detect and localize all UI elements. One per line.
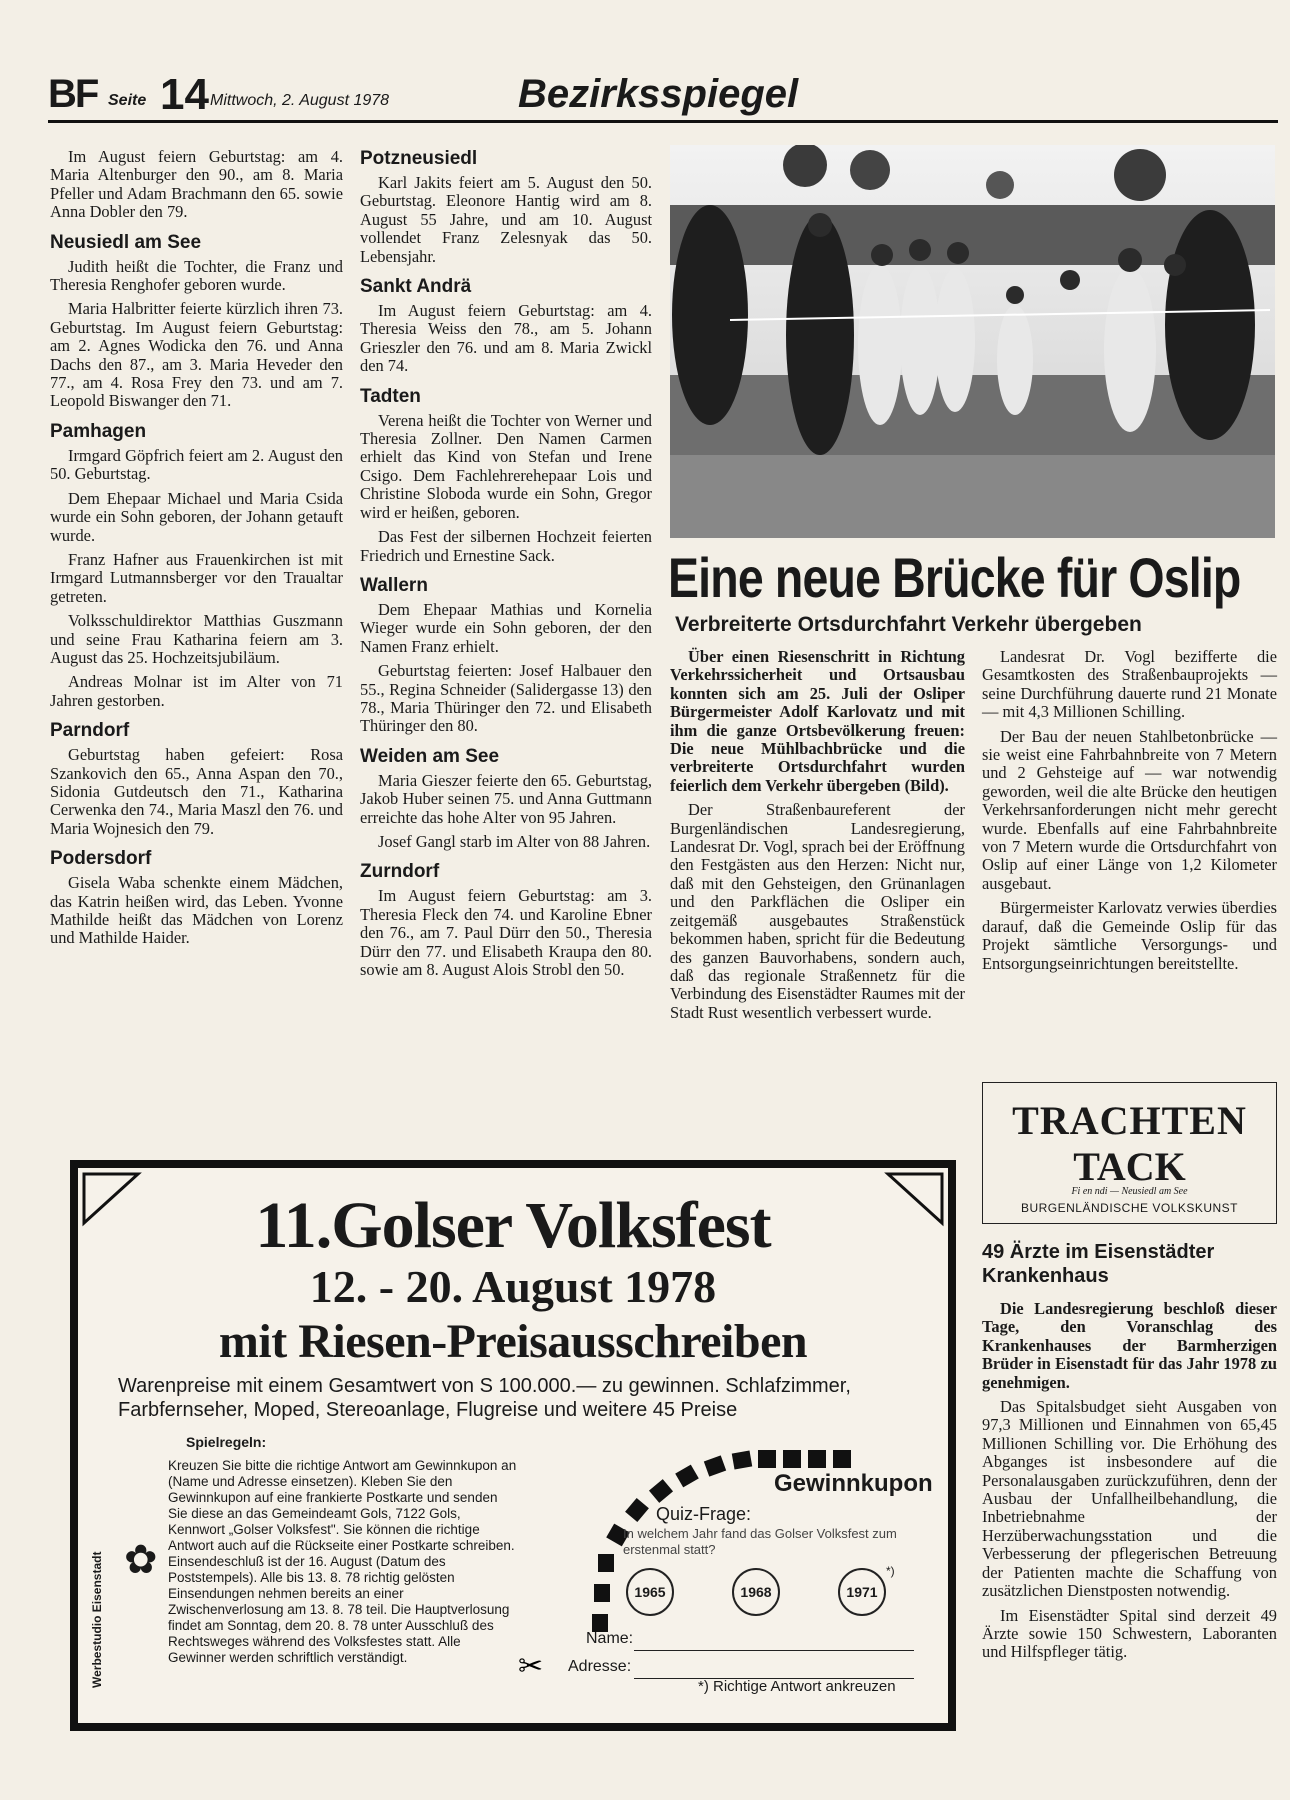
aerzte-lead: Die Landesregierung beschloß dieser Tage, den Voranschlag des Krankenhauses der Barmherzigen Brüder in Eisenstadt für das Jahr 1978 zu genehmigen. (982, 1299, 1277, 1392)
paragraph: Karl Jakits feiert am 5. August den 50. Geburtstag. Eleonore Hantig wird am 8. August 55 Jahre, und am 10. August vollendet Franz Zelesnyak das 50. Lebensjahr. (360, 173, 652, 266)
svg-text:✂: ✂ (518, 1649, 544, 1684)
paragraph: Maria Halbritter feierte kürzlich ihren 73. Geburtstag. Im August feiern Geburtstag: am 2. Agnes Wodicka den 76. und Anna Dachs den 87., am 3. Maria Heveder den 77., am 4. Rosa Frey den 73. und am 7. Leopold Biswanger den 71. (50, 299, 343, 411)
quiz-question: In welchem Jahr fand das Golser Volksfest zum erstenmal statt? (623, 1526, 897, 1557)
bridge-article-column-2 (982, 648, 1277, 979)
trachten-ad (982, 1082, 1277, 1224)
flower-icon: ✿ (124, 1537, 158, 1582)
paragraph: Volksschuldirektor Matthias Guszmann und seine Frau Katharina feiern am 3. August das 25. Hochzeitsjubiläum. (50, 611, 343, 667)
paragraph: Dem Ehepaar Mathias und Kornelia Wieger wurde ein Sohn geboren, der den Namen Franz erhielt. (360, 599, 652, 656)
ad-prizes: Warenpreise mit einem Gesamtwert von S 100.000.— zu gewinnen. Schlafzimmer, Farbfernseher, Moped, Stereoanlage, Flugreise und weitere 45 Preise (118, 1375, 851, 1421)
address-label: Adresse: (568, 1658, 632, 1675)
heading-tadten: Tadten (360, 385, 421, 407)
bridge-subheadline: Verbreiterte Ortsdurchfahrt Verkehr übergeben (675, 613, 1142, 636)
seite-label: Seite (108, 92, 147, 109)
paragraph: Der Bau der neuen Stahlbetonbrücke — sie weist eine Fahrbahnbreite von 7 Metern und 2 Gehsteige auf — war notwendig geworden, weil die alte Brücke den heutigen Verkehrsanforderungen nicht mehr gerecht wurde. Ebenfalls auf eine Fahrbahnbreite von 7 Metern wurde die Ortsdurchfahrt von Oslip auf einer Länge von 1,2 Kilometer ausgebaut. (982, 726, 1277, 893)
paragraph: Maria Gieszer feierte den 65. Geburtstag, Jakob Huber seinen 75. und Anna Guttmann erreichte das hohe Alter von 95 Jahren. (360, 770, 652, 827)
volksfest-ad (70, 1160, 956, 1731)
paragraph: Verena heißt die Tochter von Werner und Theresia Zollner. Den Namen Carmen erhielt das Kind von Stefan und Irene Csigo. Dem Fachlehrerehepaar Lois und Christine Sloboda wurde ein Sohn, Gregor wird er heißen, geboren. (360, 410, 652, 522)
aerzte-article-column (982, 1300, 1277, 1668)
name-label: Name: (586, 1630, 634, 1647)
heading-weiden: Weiden am See (360, 745, 500, 767)
studio-credit: Werbestudio Eisenstadt (90, 1551, 104, 1688)
ad-subtitle: mit Riesen-Preisausschreiben (218, 1315, 808, 1368)
paragraph: Dem Ehepaar Michael und Maria Csida wurde ein Sohn geboren, der Johann getauft wurde. (50, 488, 343, 545)
paragraph: Gisela Waba schenkte einem Mädchen, das Katrin heißen wird, das Leben. Yvonne Mathilde heißt das Mädchen von Lorenz und Mathilde Haider. (50, 873, 343, 948)
coupon-title: Gewinnkupon (774, 1470, 933, 1497)
trachten-ad-line4: BURGENLÄNDISCHE VOLKSKUNST (1020, 1201, 1239, 1215)
heading-sankt-andrae: Sankt Andrä (360, 276, 472, 298)
paragraph: Andreas Molnar ist im Alter von 71 Jahren gestorben. (50, 672, 343, 710)
heading-zurndorf: Zurndorf (360, 861, 440, 883)
aerzte-headline: 49 Ärzte im Eisenstädter Krankenhaus (982, 1241, 1215, 1287)
trachten-ad-line1: TRACHTEN (1012, 1098, 1247, 1143)
photo-illustration (670, 145, 1275, 538)
heading-wallern: Wallern (360, 574, 428, 596)
heading-parndorf: Parndorf (50, 720, 130, 742)
ad-dates: 12. - 20. August 1978 (309, 1261, 717, 1312)
quiz-label: Quiz-Frage: (656, 1504, 752, 1524)
heading-neusiedl: Neusiedl am See (50, 231, 202, 253)
bridge-headline: Eine neue Brücke für Oslip (668, 546, 1241, 609)
ad-title: 11.Golser Volksfest (255, 1189, 771, 1262)
section-title: Bezirksspiegel (518, 72, 799, 116)
address-field[interactable] (634, 1664, 914, 1679)
trachten-ad-line2: TACK (1073, 1144, 1186, 1189)
masthead (48, 70, 1278, 123)
paragraph: Irmgard Göpfrich feiert am 2. August den 50. Geburtstag. (50, 445, 343, 484)
paragraph: Franz Hafner aus Frauenkirchen ist mit Irmgard Lutmannsberger vor den Traualtar getreten. (50, 549, 343, 606)
issue-date: Mittwoch, 2. August 1978 (210, 92, 390, 109)
paragraph: Das Spitalsbudget sieht Ausgaben von 97,3 Millionen und Einnahmen von 65,45 Millionen Schilling vor. Die Erhöhung des Abganges ist insbesondere auf die Personalausgaben zurückzuführen, denn der Ausbau der Unfallheilbehandlung, die Inbetriebnahme der Herzüberwachungsstation und die Verbesserung der pflegerischen Betreuung der Patienten machte die Schaffung von zusätzlichen Dienstposten notwendig. (982, 1397, 1277, 1601)
paragraph: Im Eisenstädter Spital sind derzeit 49 Ärzte sowie 150 Schwestern, Laboranten und Hilfspfleger tätig. (982, 1605, 1277, 1662)
bridge-lead: Über einen Riesenschritt in Richtung Verkehrssicherheit und Ortsausbau konnten sich am 25. Juli der Osliper Bürgermeister Adolf Karlovatz und mit ihm die ganze Ortsbevölkerung freuen: Die neue Mühlbachbrücke und die verbreiterte Ortsdurchfahrt wurden feierlich dem Verkehr übergeben (Bild). (670, 647, 965, 795)
option-1971[interactable]: 1971 (838, 1568, 886, 1616)
paragraph: Judith heißt die Tochter, die Franz und Theresia Renghofer geboren wurde. (50, 256, 343, 295)
trachten-ad-line3: Fi en ndi — Neusiedl am See (1071, 1186, 1188, 1197)
paragraph: Im August feiern Geburtstag: am 3. Theresia Fleck den 74. und Karoline Ebner den 76., am 7. Paul Dürr den 50., Theresia Dürr den 77. und Elisabeth Kraupa den 80. sowie am 8. August Alois Strobl den 50. (360, 886, 652, 979)
bridge-opening-photo (670, 145, 1275, 538)
heading-pamhagen: Pamhagen (50, 420, 147, 442)
footnote: *) Richtige Antwort ankreuzen (698, 1678, 896, 1695)
column-local-news-2 (360, 148, 652, 985)
paragraph: Bürgermeister Karlovatz verwies überdies darauf, daß die Gemeinde Oslip für das Projekt sämtliche Versorgungs- und Entsorgungseinrichtungen bereitstellte. (982, 898, 1277, 973)
paragraph: Geburtstag haben gefeiert: Rosa Szankovich den 65., Anna Aspan den 70., Sidonia Gutdeutsch den 71., Katharina Cerwenka den 74., Maria Maszl den 76. und Maria Wojnesich den 79. (50, 745, 343, 838)
rules-text: Kreuzen Sie bitte die richtige Antwort am Gewinnkupon an (Name und Adresse einsetzen). Kleben Sie den Gewinnkupon auf eine frankierte Postkarte und senden Sie diese an das Gemeindeamt Gols, 7122 Gols, Kennwort „Golser Volksfest". Sie können die richtige Antwort auch auf die Rückseite einer Postkarte schreiben. Einsendeschluß ist der 16. August (Datum des Poststempels). Alle bis 13. 8. 78 richtig gelösten Einsendungen nehmen bereits an einer Zwischenverlosung am 13. 8. 78 teil. Die Hauptverlosung findet am Sonntag, dem 20. 8. 78 unter Ausschluß des Rechtsweges während des Volksfestes statt. Alle Gewinner werden schriftlich verständigt. (168, 1458, 517, 1665)
rules-title: Spielregeln: (186, 1434, 267, 1450)
paragraph: Das Fest der silbernen Hochzeit feierten Friedrich und Ernestine Sack. (360, 527, 652, 565)
paragraph: Im August feiern Geburtstag: am 4. Theresia Weiss den 78., am 5. Johann Grieszler den 76. und am 8. Maria Zwickl den 74. (360, 301, 652, 376)
option-1965[interactable]: 1965 (626, 1568, 674, 1616)
heading-potzneusiedl: Potzneusiedl (360, 148, 478, 169)
paragraph: Der Straßenbaureferent der Burgenländischen Landesregierung, Landesrat Dr. Vogl, sprach bei der Eröffnung den Festgästen aus den Herzen: Nicht nur, daß mit den Gehsteigen, den Grünanlagen und den Parkflächen die Osliper ein zeitgemäß ausgebautes Straßenstück bekommen haben, spricht für die Bedeutung des ganzen Bauvorhabens, sondern auch, daß das regionale Straßennetz für die Verbindung des Eisenstädter Raumes mit der Stadt Rust wesentlich verbessert wurde. (670, 800, 965, 1022)
name-field[interactable] (634, 1636, 914, 1651)
option-1968[interactable]: 1968 (732, 1568, 780, 1616)
paragraph: Geburtstag feierten: Josef Halbauer den 55., Regina Schneider (Salidergasse 13) den 78., Maria Thüringer den 72. und Elisabeth Thüringer den 80. (360, 661, 652, 736)
bridge-article-column-1 (670, 648, 965, 1028)
paragraph: Landesrat Dr. Vogl bezifferte die Gesamtkosten des Straßenbauprojekts — seine Durchführung dauerte rund 21 Monate — mit 4,3 Millionen Schilling. (982, 647, 1277, 722)
footnote-mark: *) (886, 1564, 895, 1578)
intro-paragraph: Im August feiern Geburtstag: am 4. Maria Altenburger den 90., am 8. Maria Pfeller und Adam Brachmann den 65. sowie Anna Dobler den 79. (50, 147, 343, 222)
page-number: 14 (160, 70, 209, 119)
brand-logo: BF (48, 72, 98, 116)
paragraph: Josef Gangl starb im Alter von 88 Jahren. (378, 831, 651, 851)
column-local-news-1 (50, 148, 343, 954)
heading-podersdorf: Podersdorf (50, 848, 152, 870)
